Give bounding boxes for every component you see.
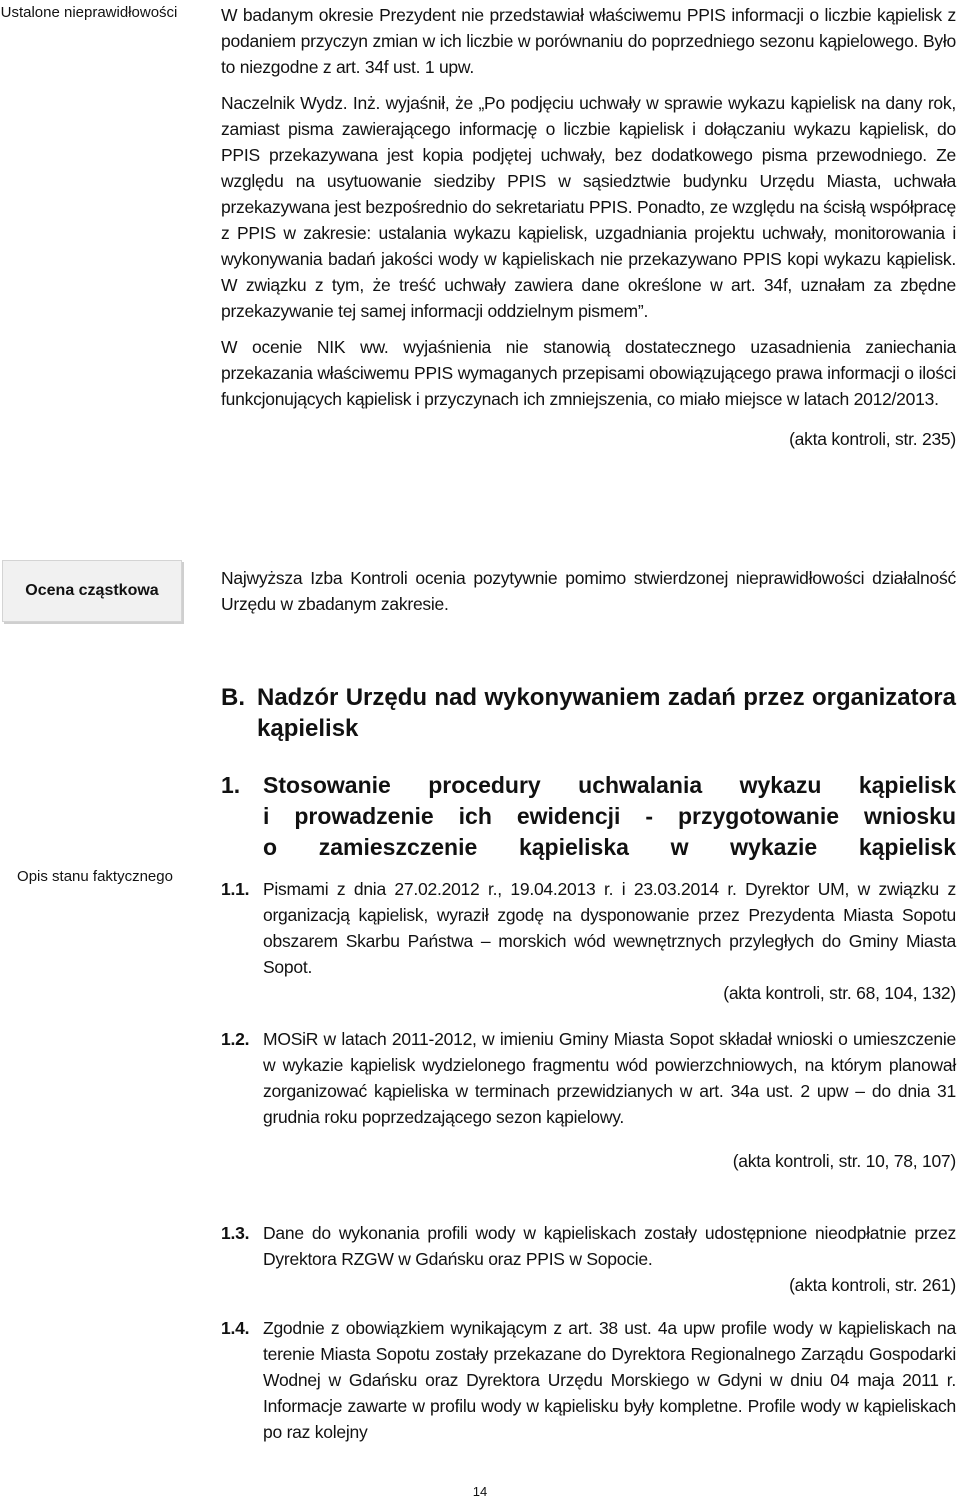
paragraph-explanation: Naczelnik Wydz. Inż. wyjaśnił, że „Po podjęciu uchwały w sprawie wykazu kąpielisk na dany rok, zamiast pisma zawierającego informację o liczbie kąpielisk i dołączaniu wykazu kąpielisk, do PPIS przekazywana jest kopia podjętej uchwały, bez dodatkowego pisma przewodniego. Ze względu na usytuowanie siedziby PPIS w sąsiedztwie budynku Urzędu Miasta, uchwała przekazywana jest bezpośrednio do sekretariatu PPIS. Ponadto, ze względu na ścisłą współpracę z PPIS w zakresie: ustalania wykazu kąpielisk, uzgadniania projektu uchwały, monitorowania i wykonywania badań jakości wody w kąpieliskach nie przekazywano PPIS kopi wykazu kąpielisk. W związku z tym, że treść uchwały zawiera dane określone w art. 34f, uznałam za zbędne przekazywanie tej samej informacji oddzielnym pismem”. [221,93,956,321]
assessment-text-block [221,565,956,617]
item-number: 1.2. [221,1029,250,1049]
partial-assessment-box [2,560,182,622]
section-1-heading [221,770,956,863]
page-number: 14 [472,1484,488,1499]
findings-section [221,2,956,452]
section-b-number: B. [221,684,245,711]
section-1-title-line1: Stosowanie procedury uchwalania wykazu kąpielisk [263,772,956,798]
partial-assessment-label: Ocena cząstkowa [25,582,159,599]
item-1-1 [221,876,956,1006]
section-b-heading [221,682,956,744]
reference-note: (akta kontroli, str. 235) [789,429,956,449]
item-number: 1.3. [221,1223,250,1243]
paragraph-findings: W badanym okresie Prezydent nie przedstawiał właściwemu PPIS informacji o liczbie kąpielisk z podaniem przyczyn zmian w ich liczbie w porównaniu do poprzedniego sezonu kąpielowego. Było to niezgodne z art. 34f ust. 1 upw. [221,5,956,77]
item-text: Pismami z dnia 27.02.2012 r., 19.04.2013 r. i 23.03.2014 r. Dyrektor UM, w związku z organizacją kąpielisk, wyraził zgodę na dysponowanie przez Prezydenta Miasta Sopotu obszarem Skarbu Państwa – morskich wód wewnętrznych przyległych do Gminy Miasta Sopot. [263,879,956,977]
item-number: 1.4. [221,1318,250,1338]
item-text: Dane do wykonania profili wody w kąpieliskach zostały udostępnione nieodpłatnie przez Dyrektora RZGW w Gdańsku oraz PPIS w Sopocie. [263,1223,956,1269]
section-1-number: 1. [221,772,241,798]
item-reference: (akta kontroli, str. 10, 78, 107) [732,1151,956,1171]
paragraph-nik-assessment: W ocenie NIK ww. wyjaśnienia nie stanowią dostatecznego uzasadnienia zaniechania przekazania właściwemu PPIS wymaganych przepisami obowiązującego prawa informacji o ilości funkcjonujących kąpielisk i przyczynach ich zmniejszenia, co miało miejsce w latach 2012/2013. [221,337,956,409]
item-text: Zgodnie z obowiązkiem wynikającym z art. 38 ust. 4a upw profile wody w kąpieliskach na terenie Miasta Sopotu zostały przekazane do Dyrektora Regionalnego Zarządu Gospodarki Wodnej w Gdańsku oraz Dyrektora Urzędu Morskiego w Gdyni w dniu 04 maja 2011 r. Informacje zawarte w profilu wody w kąpielisku były kompletne. Profile wody w kąpieliskach po raz kolejny [263,1318,956,1442]
item-1-2 [221,1026,956,1174]
item-1-4 [221,1315,956,1445]
item-reference: (akta kontroli, str. 68, 104, 132) [723,983,956,1003]
item-reference: (akta kontroli, str. 261) [789,1275,956,1295]
assessment-paragraph: Najwyższa Izba Kontroli ocenia pozytywnie pomimo stwierdzonej nieprawidłowości działalność Urzędu w zbadanym zakresie. [221,568,956,614]
sidebar-label-irregularities: Ustalone nieprawidłowości [0,4,178,21]
item-1-3 [221,1220,956,1298]
section-1-title-line2: i prowadzenie ich ewidencji - przygotowanie wniosku [263,803,956,829]
section-b-title-line2: kąpielisk [257,715,359,742]
item-text: MOSiR w latach 2011-2012, w imieniu Gminy Miasta Sopot składał wnioski o umieszczenie w wykazie kąpielisk wydzielonego fragmentu wód powierzchniowych, na którym planował zorganizować kąpieliska w terminach przewidzianych w art. 34a ust. 2 upw – do dnia 31 grudnia roku poprzedzającego sezon kąpielowy. [263,1029,956,1127]
sidebar-label-facts: Opis stanu faktycznego [17,868,173,885]
section-b-title-line1: Nadzór Urzędu nad wykonywaniem zadań przez organizatora [257,684,956,711]
section-1-title-line3: o zamieszczenie kąpieliska w wykazie kąpielisk [263,834,956,860]
item-number: 1.1. [221,879,250,899]
